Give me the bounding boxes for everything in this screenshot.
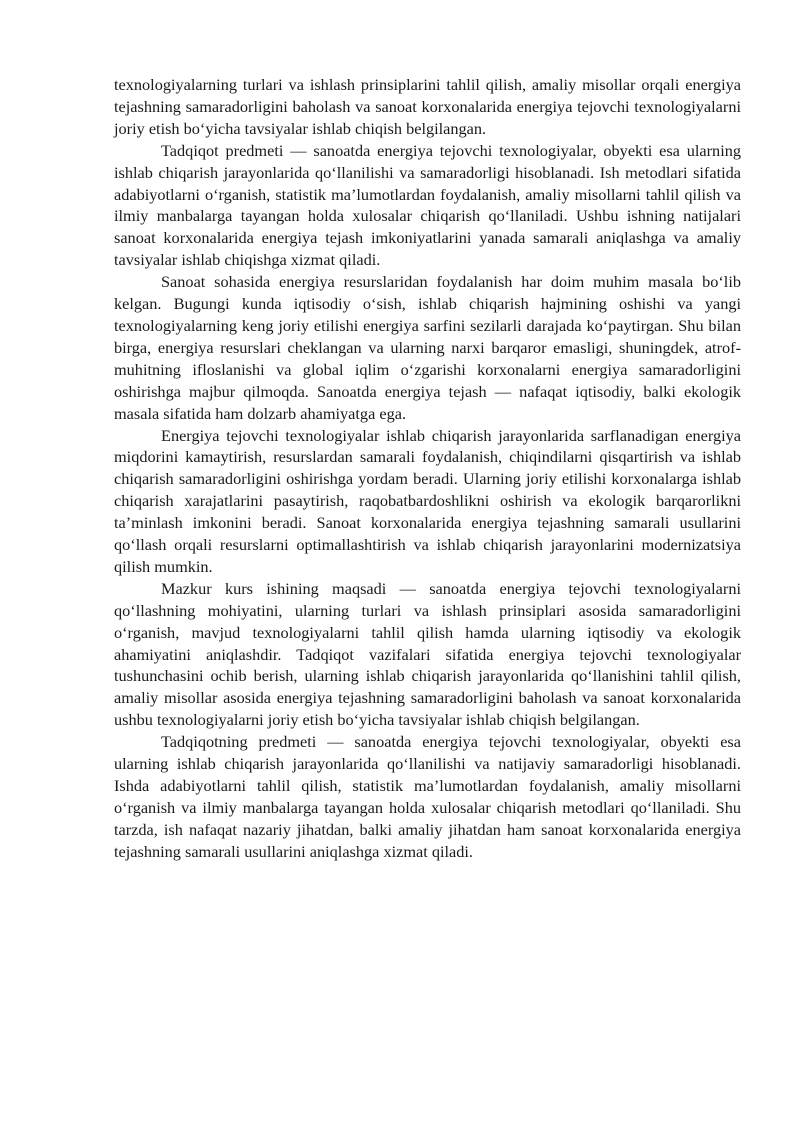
paragraph-research-methods: Tadqiqotning predmeti — sanoatda energiya tejovchi texnologiyalar, obyekti esa ularning ishlab chiqarish jarayonlarida qo‘llanilishi va natijaviy samaradorligi hisoblanadi. Ishda adabiyotlarni tahlil qilish, statistik ma’lumotlardan foydalanish, amaliy misollarni o‘rganish va ilmiy manbalarga tayangan holda xulosalar chiqarish metodlari qo‘llaniladi. Shu tarzda, ish nafaqat nazariy jihatdan, balki amaliy jihatdan ham sanoat korxonalarida energiya tejashning samarali usullarini aniqlashga xizmat qiladi. xyxy=(114,732,741,861)
paragraph-energy-resources: Sanoat sohasida energiya resurslaridan foydalanish har doim muhim masala bo‘lib kelgan. Bugungi kunda iqtisodiy o‘sish, ishlab chiqarish hajmining oshishi va yangi texnologiyalarning keng joriy etilishi energiya sarfini sezilarli darajada ko‘paytirgan. Shu bilan birga, energiya resurslari cheklangan va ularning narxi barqaror emasligi, shuningdek, atrof-muhitning ifloslanishi va global iqlim o‘zgarishi korxonalarni energiya samaradorligini oshirishga majbur qilmoqda. Sanoatda energiya tejash — nafaqat iqtisodiy, balki ekologik masala sifatida ham dolzarb ahamiyatga ega. xyxy=(114,272,741,423)
document-page xyxy=(114,74,741,863)
paragraph-course-goal: Mazkur kurs ishining maqsadi — sanoatda energiya tejovchi texnologiyalarni qo‘llashning mohiyatini, ularning turlari va ishlash prinsiplari asosida samaradorligini o‘rganish, mavjud texnologiyalarni tahlil qilish hamda ularning iqtisodiy va ekologik ahamiyatini aniqlashdir. Tadqiqot vazifalari sifatida energiya tejovchi texnologiyalar tushunchasini ochib berish, ularning ishlab chiqarish jarayonlarida qo‘llanishini tahlil qilish, amaliy misollar asosida energiya tejashning samaradorligini baholash va sanoat korxonalarida ushbu texnologiyalarni joriy etish bo‘yicha tavsiyalar ishlab chiqish belgilangan. xyxy=(114,578,741,730)
paragraph-continuation: texnologiyalarning turlari va ishlash prinsiplarini tahlil qilish, amaliy misollar orqali energiya tejashning samaradorligini baholash va sanoat korxonalarida energiya tejovchi texnologiyalarni joriy etish bo‘yicha tavsiyalar ishlab chiqish belgilangan. xyxy=(114,75,741,138)
paragraph-research-subject: Tadqiqot predmeti — sanoatda energiya tejovchi texnologiyalar, obyekti esa ularning ishlab chiqarish jarayonlarida qo‘llanilishi va samaradorligi hisoblanadi. Ish metodlari sifatida adabiyotlarni o‘rganish, statistik ma’lumotlardan foydalanish, amaliy misollarni tahlil qilish va ilmiy manbalarga tayangan holda xulosalar chiqarish qo‘llaniladi. Ushbu ishning natijalari sanoat korxonalarida energiya tejash imkoniyatlarini yanada samarali aniqlashga va amaliy tavsiyalar ishlab chiqishga xizmat qiladi. xyxy=(114,140,741,270)
paragraph-energy-saving-tech: Energiya tejovchi texnologiyalar ishlab chiqarish jarayonlarida sarflanadigan energiya miqdorini kamaytirish, resurslardan samarali foydalanish, chiqindilarni qisqartirish va ishlab chiqarish samaradorligini oshirishga yordam beradi. Ularning joriy etilishi korxonalarga ishlab chiqarish xarajatlarini pasaytirish, raqobatbardoshlikni oshirish va ekologik barqarorlikni ta’minlash imkonini beradi. Sanoat korxonalarida energiya tejashning samarali usullarini qo‘llash orqali resurslarni optimallashtirish va ishlab chiqarish jarayonlarini modernizatsiya qilish mumkin. xyxy=(114,425,741,576)
